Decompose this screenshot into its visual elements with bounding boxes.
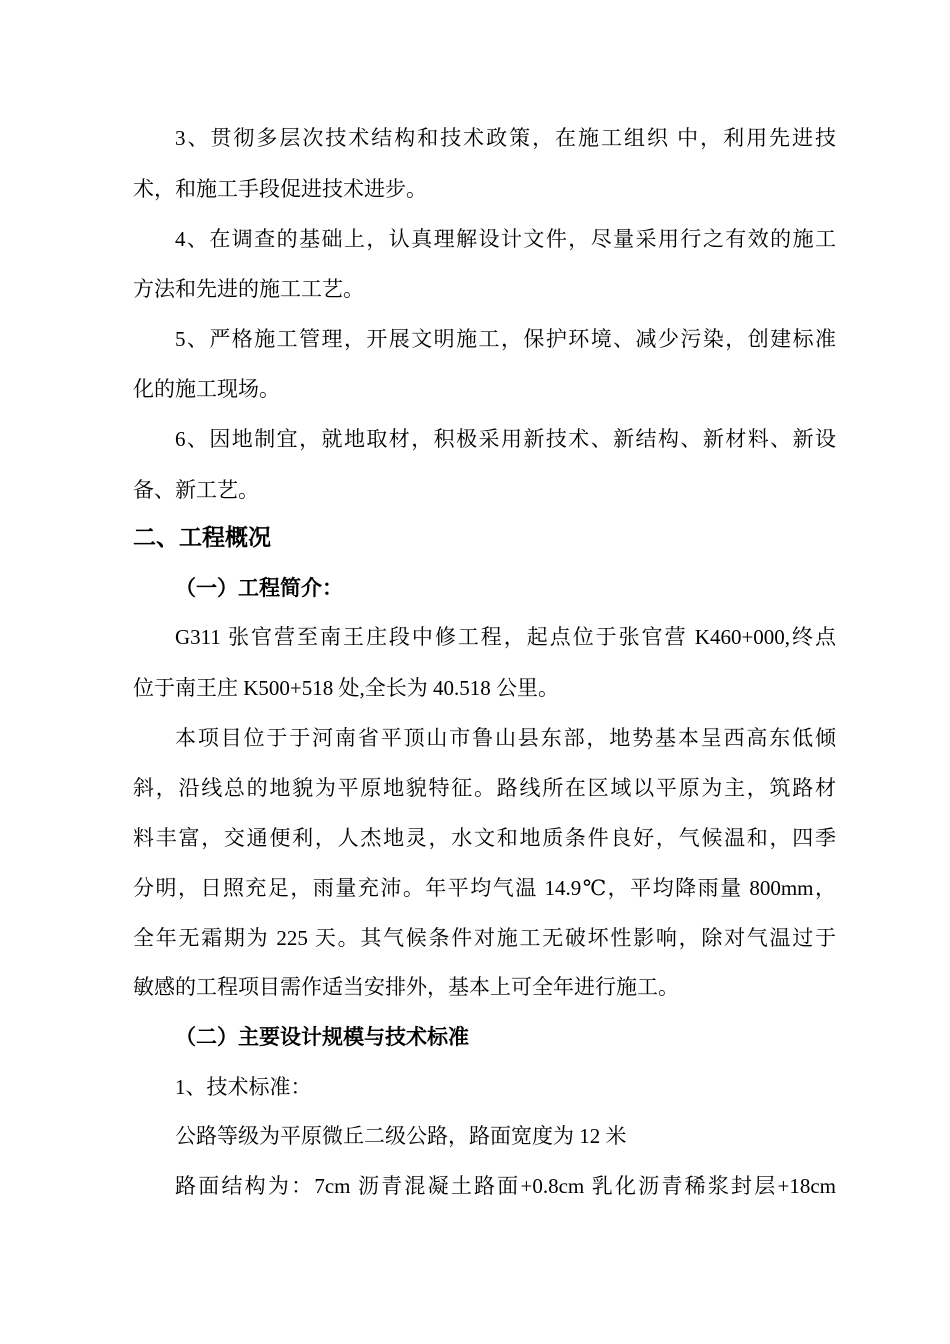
paragraph-line: 1、技术标准：	[175, 1075, 312, 1099]
paragraph-line: G311 张官营至南王庄段中修工程，起点位于张官营 K460+000,终点	[175, 625, 836, 649]
paragraph-line: 路面结构为：7cm 沥青混凝土路面+0.8cm 乳化沥青稀浆封层+18cm	[175, 1174, 836, 1198]
paragraph-line: 4、在调查的基础上，认真理解设计文件，尽量采用行之有效的施工	[175, 227, 836, 251]
paragraph-line: 分明，日照充足，雨量充沛。年平均气温 14.9℃，平均降雨量 800mm，	[133, 876, 836, 900]
paragraph-line: 斜，沿线总的地貌为平原地貌特征。路线所在区域以平原为主，筑路材	[133, 776, 836, 800]
paragraph-line: 5、严格施工管理，开展文明施工，保护环境、减少污染，创建标准	[175, 327, 836, 351]
paragraph-line: 方法和先进的施工工艺。	[133, 277, 364, 301]
subsection-heading: （一）工程简介：	[175, 576, 343, 600]
paragraph-line: 化的施工现场。	[133, 377, 280, 401]
paragraph-line: 术，和施工手段促进技术进步。	[133, 177, 427, 201]
paragraph-line: 敏感的工程项目需作适当安排外，基本上可全年进行施工。	[133, 975, 679, 999]
paragraph-line: 全年无霜期为 225 天。其气候条件对施工无破坏性影响，除对气温过于	[133, 926, 836, 950]
paragraph-line: 料丰富，交通便利，人杰地灵，水文和地质条件良好，气候温和，四季	[133, 826, 836, 850]
paragraph-line: 本项目位于于河南省平顶山市鲁山县东部，地势基本呈西高东低倾	[175, 726, 836, 750]
paragraph-line: 备、新工艺。	[133, 478, 259, 502]
subsection-heading: （二）主要设计规模与技术标准	[175, 1025, 469, 1049]
paragraph-line: 6、因地制宜，就地取材，积极采用新技术、新结构、新材料、新设	[175, 427, 836, 451]
paragraph-line: 公路等级为平原微丘二级公路，路面宽度为 12 米	[175, 1124, 627, 1148]
paragraph-line: 3、贯彻多层次技术结构和技术政策，在施工组织 中，利用先进技	[175, 126, 836, 150]
paragraph-line: 位于南王庄 K500+518 处,全长为 40.518 公里。	[133, 676, 560, 700]
section-heading: 二、工程概况	[133, 525, 271, 550]
